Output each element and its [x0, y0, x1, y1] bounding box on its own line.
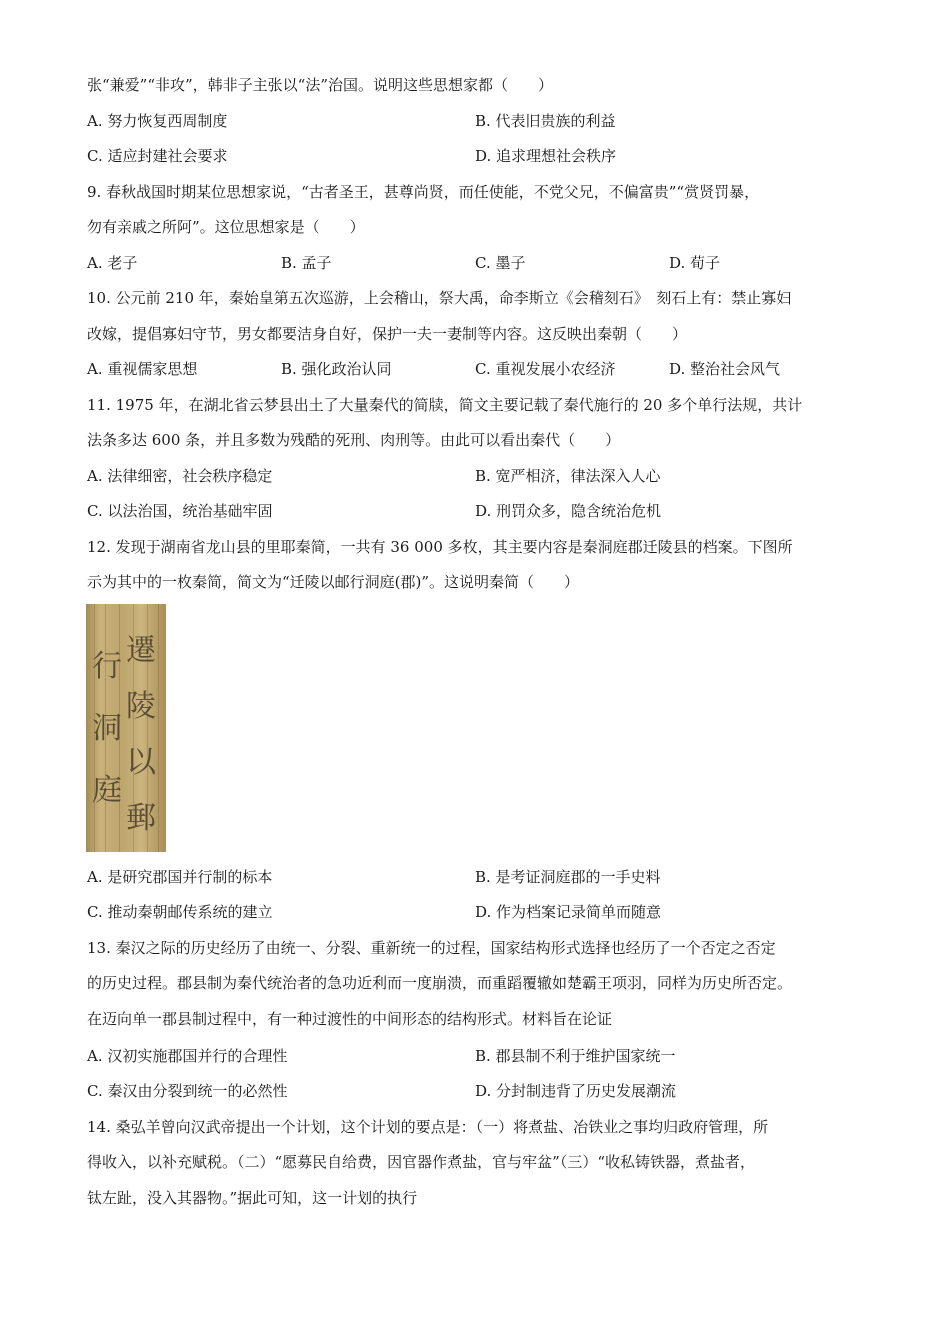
question-10-stem-line2: 改嫁，提倡寡妇守节，男女都要洁身自好，保护一夫一妻制等内容。这反映出秦朝（ ） — [87, 325, 688, 343]
q10-option-b: B. 强化政治认同 — [281, 360, 392, 378]
q13-option-b: B. 郡县制不利于维护国家统一 — [475, 1047, 676, 1065]
q13-option-d: D. 分封制违背了历史发展潮流 — [475, 1082, 677, 1100]
question-13-stem-line1: 13. 秦汉之际的历史经历了由统一、分裂、重新统一的过程，国家结构形式选择也经历了一个否定之否定 — [87, 939, 776, 957]
question-12-stem-line2: 示为其中的一枚秦简，简文为“迁陵以邮行洞庭(郡)”。这说明秦简（ ） — [87, 573, 580, 591]
q10-option-d: D. 整治社会风气 — [669, 360, 781, 378]
question-10-stem-line1: 10. 公元前 210 年，秦始皇第五次巡游，上会稽山，祭大禹，命李斯立《会稽刻石》 刻石上有：禁止寡妇 — [87, 289, 792, 307]
q9-option-c: C. 墨子 — [475, 254, 526, 272]
q12-option-d: D. 作为档案记录简单而随意 — [475, 903, 662, 921]
q10-option-c: C. 重视发展小农经济 — [475, 360, 616, 378]
q11-option-a: A. 法律细密，社会秩序稳定 — [87, 467, 273, 485]
question-13-stem-line2: 的历史过程。郡县制为秦代统治者的急功近利而一度崩溃，而重蹈覆辙如楚霸王项羽，同样为历史所否定。 — [87, 974, 793, 992]
slip-glyph: 陵 — [126, 689, 156, 724]
q13-option-a: A. 汉初实施郡国并行的合理性 — [87, 1047, 288, 1065]
slip-glyph: 洞 — [92, 711, 122, 746]
q9-option-d: D. 荀子 — [669, 254, 721, 272]
question-8-stem: 张“兼爱”“非攻”，韩非子主张以“法”治国。说明这些思想家都（ ） — [87, 76, 554, 94]
q11-option-b: B. 宽严相济，律法深入人心 — [475, 467, 661, 485]
question-14-stem-line3: 钛左趾，没入其器物。”据此可知，这一计划的执行 — [87, 1189, 418, 1207]
q12-option-a: A. 是研究郡国并行制的标本 — [87, 868, 273, 886]
qin-bamboo-slip-image — [86, 604, 166, 852]
question-14-stem-line1: 14. 桑弘羊曾向汉武帝提出一个计划，这个计划的要点是：（一）将煮盐、冶铁业之事均归政府管理，所 — [87, 1118, 769, 1136]
q10-option-a: A. 重视儒家思想 — [87, 360, 198, 378]
question-12-stem-line1: 12. 发现于湖南省龙山县的里耶秦简，一共有 36 000 多枚，其主要内容是秦洞庭郡迁陵县的档案。下图所 — [87, 538, 793, 556]
question-11-stem-line1: 11. 1975 年，在湖北省云梦县出土了大量秦代的简牍，简文主要记载了秦代施行的 20 多个单行法规，共计 — [87, 396, 803, 414]
q13-option-c: C. 秦汉由分裂到统一的必然性 — [87, 1082, 288, 1100]
question-9-stem-line1: 9. 春秋战国时期某位思想家说，“古者圣王，甚尊尚贤，而任使能，不党父兄，不偏富贵”“赏贤罚暴， — [87, 183, 760, 201]
q9-option-a: A. 老子 — [87, 254, 138, 272]
question-9-stem-line2: 勿有亲戚之所阿”。这位思想家是（ ） — [87, 218, 365, 236]
q8-option-a: A. 努力恢复西周制度 — [87, 112, 228, 130]
slip-glyph: 郵 — [126, 801, 156, 836]
q8-option-b: B. 代表旧贵族的利益 — [475, 112, 616, 130]
q8-option-c: C. 适应封建社会要求 — [87, 147, 228, 165]
question-13-stem-line3: 在迈向单一郡县制过程中，有一种过渡性的中间形态的结构形式。材料旨在论证 — [87, 1010, 613, 1028]
q12-option-b: B. 是考证洞庭郡的一手史料 — [475, 868, 661, 886]
q11-option-d: D. 刑罚众多，隐含统治危机 — [475, 502, 662, 520]
q9-option-b: B. 孟子 — [281, 254, 332, 272]
question-14-stem-line2: 得收入，以补充赋税。（二）“愿募民自给费，因官器作煮盐，官与牢盆”（三）“收私铸铁器，煮盐者， — [87, 1153, 756, 1171]
slip-glyph: 庭 — [92, 773, 122, 808]
question-11-stem-line2: 法条多达 600 条，并且多数为残酷的死刑、肉刑等。由此可以看出秦代（ ） — [87, 431, 621, 449]
q11-option-c: C. 以法治国，统治基础牢固 — [87, 502, 273, 520]
slip-glyph: 遷 — [126, 633, 156, 668]
slip-glyph: 行 — [92, 649, 122, 684]
q8-option-d: D. 追求理想社会秩序 — [475, 147, 617, 165]
q12-option-c: C. 推动秦朝邮传系统的建立 — [87, 903, 273, 921]
slip-glyph: 以 — [126, 745, 156, 780]
